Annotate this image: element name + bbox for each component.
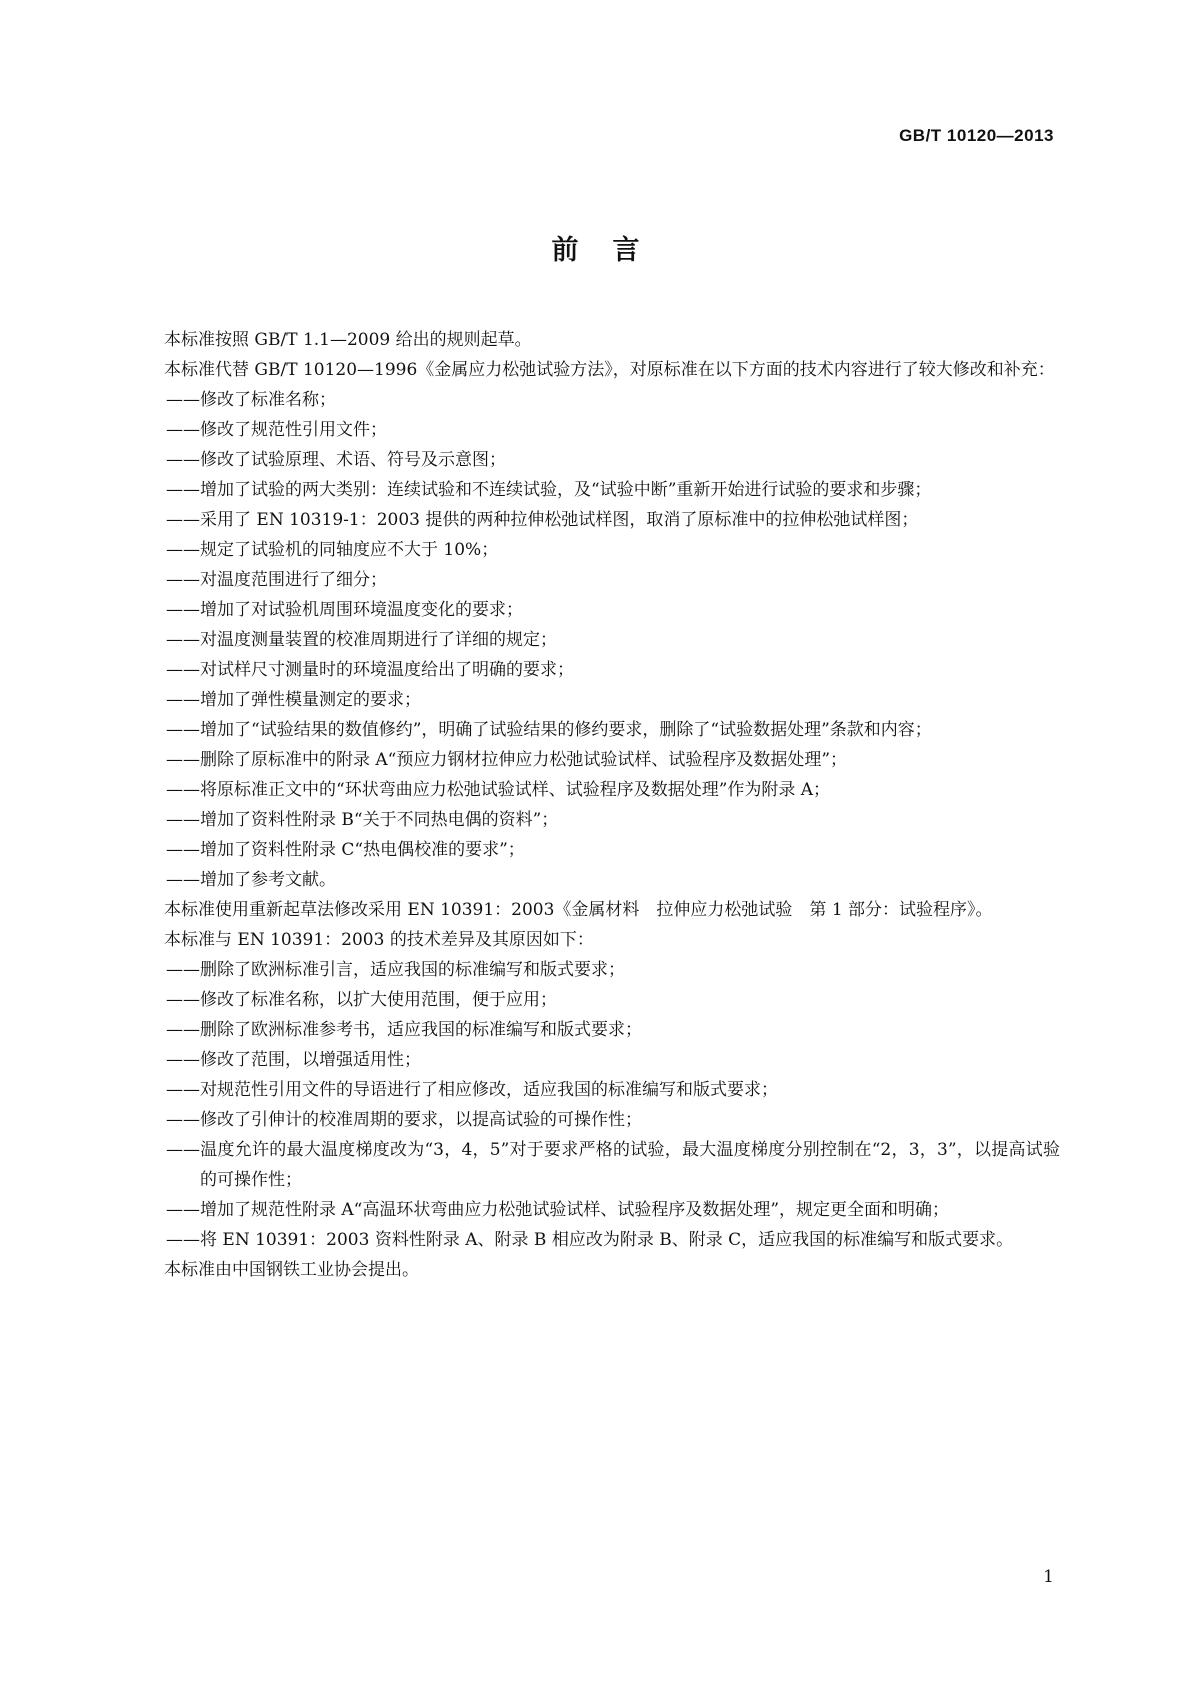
change-item: ——对温度范围进行了细分； [166, 570, 387, 590]
page-title: 前言 [551, 235, 674, 266]
difference-item: ——将 EN 10391：2003 资料性附录 A、附录 B 相应改为附录 B、附录 C，适应我国的标准编写和版式要求。 [166, 1230, 1014, 1250]
change-item: ——对温度测量装置的校准周期进行了详细的规定； [166, 630, 557, 650]
difference-item: ——修改了标准名称，以扩大使用范围，便于应用； [166, 990, 557, 1010]
change-item: ——修改了标准名称； [166, 390, 336, 410]
difference-item: ——删除了欧洲标准参考书，适应我国的标准编写和版式要求； [166, 1020, 642, 1040]
change-item: ——规定了试验机的同轴度应不大于 10%； [166, 540, 499, 560]
change-item: ——增加了“试验结果的数值修约”，明确了试验结果的修约要求，删除了“试验数据处理”条款和内容； [166, 720, 932, 740]
difference-item: ——删除了欧洲标准引言，适应我国的标准编写和版式要求； [166, 960, 625, 980]
paragraph-replaces-standard: 本标准代替 GB/T 10120—1996《金属应力松弛试验方法》，对原标准在以下方面的技术内容进行了较大修改和补充： [164, 360, 1055, 380]
difference-item: ——温度允许的最大温度梯度改为“3，4，5”对于要求严格的试验，最大温度梯度分别控制在“2，3，3”，以提高试验的可操作性； [166, 1140, 1060, 1190]
change-item: ——增加了对试验机周围环境温度变化的要求； [166, 600, 523, 620]
change-item: ——采用了 EN 10319-1：2003 提供的两种拉伸松弛试样图，取消了原标准中的拉伸松弛试样图； [166, 510, 919, 530]
paragraph-drafting-rules: 本标准按照 GB/T 1.1—2009 给出的规则起草。 [164, 330, 532, 350]
change-item: ——将原标准正文中的“环状弯曲应力松弛试验试样、试验程序及数据处理”作为附录 A； [166, 780, 831, 800]
change-item: ——增加了参考文献。 [166, 870, 336, 890]
paragraph-adoption: 本标准使用重新起草法修改采用 EN 10391：2003《金属材料 拉伸应力松弛试验 第 1 部分：试验程序》。 [164, 900, 993, 920]
difference-item: ——增加了规范性附录 A“高温环状弯曲应力松弛试验试样、试验程序及数据处理”，规定更全面和明确； [166, 1200, 950, 1220]
change-item: ——增加了资料性附录 C“热电偶校准的要求”； [166, 840, 525, 860]
difference-item: ——对规范性引用文件的导语进行了相应修改，适应我国的标准编写和版式要求； [166, 1080, 778, 1100]
change-item: ——删除了原标准中的附录 A“预应力钢材拉伸应力松弛试验试样、试验程序及数据处理”； [166, 750, 848, 770]
paragraph-proposed-by: 本标准由中国钢铁工业协会提出。 [164, 1260, 419, 1280]
change-item: ——增加了试验的两大类别：连续试验和不连续试验，及“试验中断”重新开始进行试验的要求和步骤； [166, 480, 932, 500]
change-item: ——修改了规范性引用文件； [166, 420, 387, 440]
difference-item: ——修改了范围，以增强适用性； [166, 1050, 421, 1070]
page-number: 1 [1043, 1567, 1054, 1587]
standard-number-header: GB/T 10120—2013 [899, 126, 1054, 145]
change-item: ——对试样尺寸测量时的环境温度给出了明确的要求； [166, 660, 574, 680]
change-item: ——增加了弹性模量测定的要求； [166, 690, 421, 710]
change-item: ——修改了试验原理、术语、符号及示意图； [166, 450, 506, 470]
paragraph-differences-intro: 本标准与 EN 10391：2003 的技术差异及其原因如下： [164, 930, 594, 950]
change-item: ——增加了资料性附录 B“关于不同热电偶的资料”； [166, 810, 559, 830]
difference-item: ——修改了引伸计的校准周期的要求，以提高试验的可操作性； [166, 1110, 642, 1130]
foreword-body [130, 325, 1060, 1285]
